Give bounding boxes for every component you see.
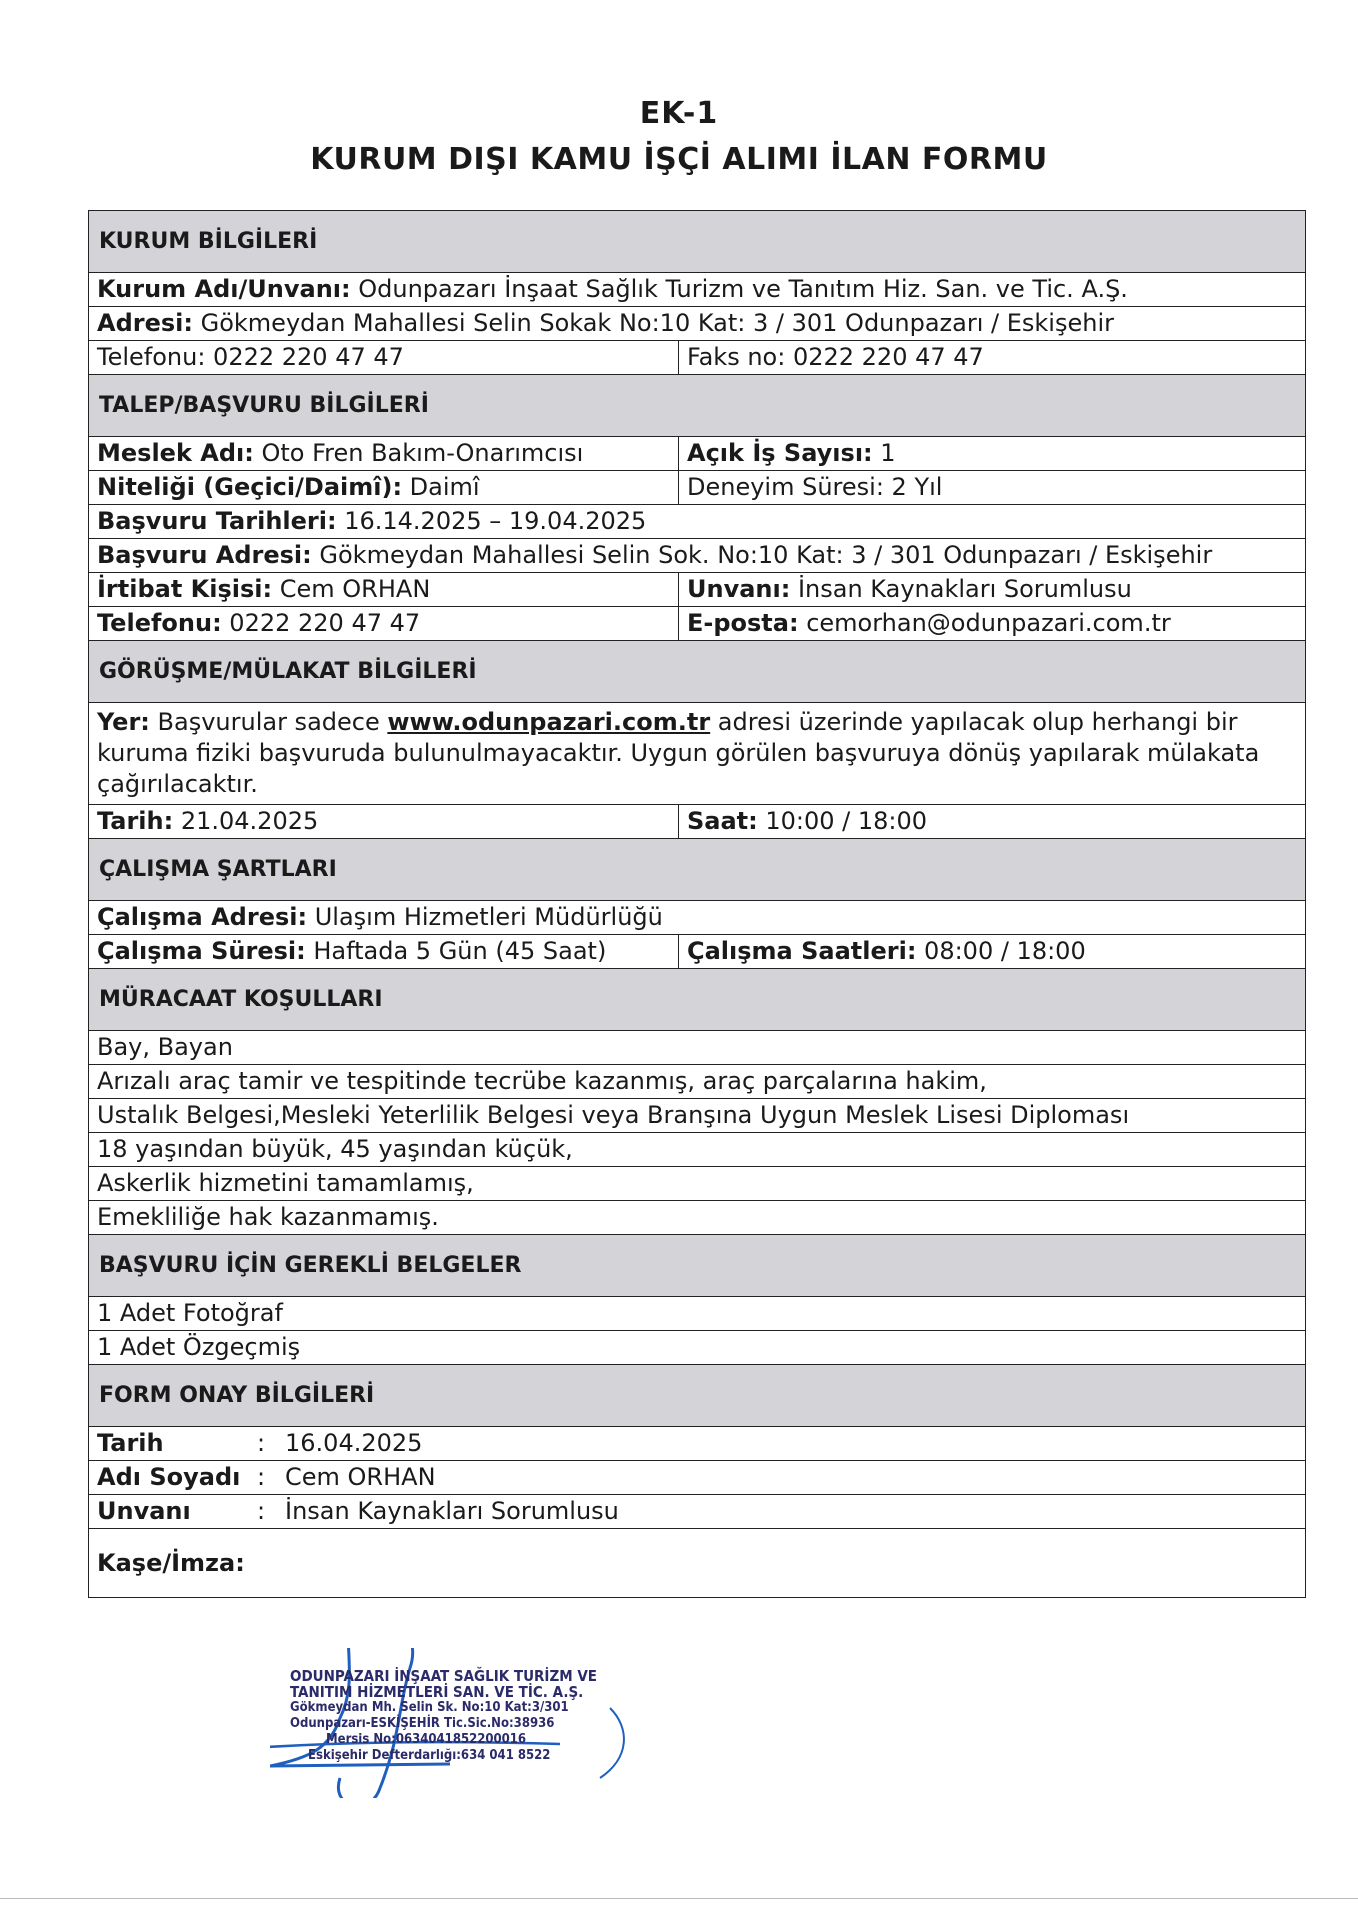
muracaat-item-4: 18 yaşından büyük, 45 yaşından küçük, bbox=[97, 1135, 573, 1163]
stamp-line: Mersis No:0634041852200016 bbox=[326, 1732, 527, 1747]
deneyim-value: Deneyim Süresi: 2 Yıl bbox=[687, 473, 943, 501]
muracaat-item-3: Ustalık Belgesi,Mesleki Yeterlilik Belgesi veya Branşına Uygun Meslek Lisesi Diploması bbox=[97, 1101, 1130, 1129]
stamp-line: TANITIM HİZMETLERİ SAN. VE TİC. A.Ş. bbox=[290, 1683, 584, 1701]
list-item bbox=[89, 1167, 1305, 1201]
colon: : bbox=[257, 1429, 266, 1457]
row-talep-iletisim bbox=[89, 607, 1305, 641]
unvan-label: Unvanı: bbox=[687, 575, 791, 603]
calisma-sure-value: Haftada 5 Gün (45 Saat) bbox=[305, 937, 607, 965]
row-kurum-adres bbox=[89, 307, 1305, 341]
mulakat-saat-value: 10:00 / 18:00 bbox=[757, 807, 928, 835]
kurum-adi-value: Odunpazarı İnşaat Sağlık Turizm ve Tanıtım Hiz. San. ve Tic. A.Ş. bbox=[350, 275, 1128, 303]
basvuru-tarih-value: 16.14.2025 – 19.04.2025 bbox=[336, 507, 647, 535]
row-meslek bbox=[89, 437, 1305, 471]
talep-telefon-value: 0222 220 47 47 bbox=[221, 609, 421, 637]
kase-imza-label: Kaşe/İmza: bbox=[97, 1549, 245, 1577]
section-kurum-heading: KURUM BİLGİLERİ bbox=[89, 211, 1305, 273]
muracaat-item-2: Arızalı araç tamir ve tespitinde tecrübe kazanmış, araç parçalarına hakim, bbox=[97, 1067, 987, 1095]
section-gorusme-heading: GÖRÜŞME/MÜLAKAT BİLGİLERİ bbox=[89, 641, 1305, 703]
row-kurum-adi bbox=[89, 273, 1305, 307]
belge-item-1: 1 Adet Fotoğraf bbox=[97, 1299, 283, 1327]
kurum-faks: Faks no: 0222 220 47 47 bbox=[687, 343, 984, 371]
onay-unvan-value: İnsan Kaynakları Sorumlusu bbox=[285, 1497, 619, 1525]
section-muracaat-heading: MÜRACAAT KOŞULLARI bbox=[89, 969, 1305, 1031]
row-yer bbox=[89, 703, 1305, 805]
yer-label: Yer: bbox=[97, 708, 150, 736]
muracaat-item-6: Emekliliğe hak kazanmamış. bbox=[97, 1203, 439, 1231]
section-onay-heading: FORM ONAY BİLGİLERİ bbox=[89, 1365, 1305, 1427]
onay-unvan-label: Unvanı bbox=[97, 1497, 191, 1525]
page-bottom-divider bbox=[0, 1898, 1358, 1899]
stamp-line: Odunpazarı-ESKİŞEHİR Tic.Sic.No:38936 bbox=[290, 1716, 555, 1731]
section-belgeler-heading: BAŞVURU İÇİN GEREKLİ BELGELER bbox=[89, 1235, 1305, 1297]
meslek-value: Oto Fren Bakım-Onarımcısı bbox=[253, 439, 584, 467]
row-irtibat bbox=[89, 573, 1305, 607]
row-basvuru-tarihleri bbox=[89, 505, 1305, 539]
row-nitelik bbox=[89, 471, 1305, 505]
onay-tarih-label: Tarih bbox=[97, 1429, 164, 1457]
calisma-sure-label: Çalışma Süresi: bbox=[97, 937, 306, 965]
mulakat-saat-label: Saat: bbox=[687, 807, 758, 835]
talep-telefon-label: Telefonu: bbox=[97, 609, 222, 637]
basvuru-adres-label: Başvuru Adresi: bbox=[97, 541, 312, 569]
onay-tarih-value: 16.04.2025 bbox=[285, 1429, 423, 1457]
form-title: KURUM DIŞI KAMU İŞÇİ ALIMI İLAN FORMU bbox=[310, 142, 1048, 177]
row-onay-ad bbox=[89, 1461, 1305, 1495]
website-link[interactable]: www.odunpazari.com.tr bbox=[387, 708, 711, 736]
row-calisma-sure bbox=[89, 935, 1305, 969]
nitelik-value: Daimî bbox=[402, 473, 480, 501]
row-mulakat-zaman bbox=[89, 805, 1305, 839]
muracaat-item-1: Bay, Bayan bbox=[97, 1033, 233, 1061]
row-onay-unvan bbox=[89, 1495, 1305, 1529]
mulakat-tarih-value: 21.04.2025 bbox=[173, 807, 319, 835]
section-calisma-heading: ÇALIŞMA ŞARTLARI bbox=[89, 839, 1305, 901]
basvuru-tarih-label: Başvuru Tarihleri: bbox=[97, 507, 337, 535]
acik-is-value: 1 bbox=[872, 439, 896, 467]
irtibat-value: Cem ORHAN bbox=[272, 575, 431, 603]
row-kurum-iletisim bbox=[89, 341, 1305, 375]
list-item bbox=[89, 1065, 1305, 1099]
colon: : bbox=[257, 1497, 266, 1525]
stamp-line: ODUNPAZARI İNŞAAT SAĞLIK TURİZM VE bbox=[290, 1667, 598, 1685]
row-kase-imza bbox=[89, 1529, 1305, 1597]
stamp-line: Gökmeydan Mh. Selin Sk. No:10 Kat:3/301 bbox=[290, 1700, 569, 1715]
form-annex-label: EK-1 bbox=[639, 96, 719, 131]
list-item bbox=[89, 1099, 1305, 1133]
eposta-label: E-posta: bbox=[687, 609, 799, 637]
row-calisma-adres bbox=[89, 901, 1305, 935]
kurum-adi-label: Kurum Adı/Unvanı: bbox=[97, 275, 351, 303]
yer-text-post: adresi üzerinde yapılacak olup herhangi bir kuruma fiziki başvuruda bulunulmayacaktır. Uygun görülen başvuruya dönüş yapılarak mülakata çağırılacaktır. bbox=[97, 708, 1260, 798]
announcement-form bbox=[88, 210, 1306, 1598]
meslek-label: Meslek Adı: bbox=[97, 439, 254, 467]
list-item bbox=[89, 1133, 1305, 1167]
row-basvuru-adresi bbox=[89, 539, 1305, 573]
section-talep-heading: TALEP/BAŞVURU BİLGİLERİ bbox=[89, 375, 1305, 437]
acik-is-label: Açık İş Sayısı: bbox=[687, 439, 873, 467]
row-onay-tarih bbox=[89, 1427, 1305, 1461]
calisma-saat-value: 08:00 / 18:00 bbox=[916, 937, 1086, 965]
company-stamp bbox=[290, 1668, 597, 1764]
calisma-adres-label: Çalışma Adresi: bbox=[97, 903, 308, 931]
list-item bbox=[89, 1201, 1305, 1235]
colon: : bbox=[257, 1463, 266, 1491]
list-item bbox=[89, 1297, 1305, 1331]
irtibat-label: İrtibat Kişisi: bbox=[97, 575, 273, 603]
kurum-adres-value: Gökmeydan Mahallesi Selin Sokak No:10 Kat: 3 / 301 Odunpazarı / Eskişehir bbox=[192, 309, 1114, 337]
yer-text-pre: Başvurular sadece bbox=[149, 708, 388, 736]
onay-ad-label: Adı Soyadı bbox=[97, 1463, 241, 1491]
list-item bbox=[89, 1031, 1305, 1065]
muracaat-item-5: Askerlik hizmetini tamamlamış, bbox=[97, 1169, 474, 1197]
list-item bbox=[89, 1331, 1305, 1365]
basvuru-adres-value: Gökmeydan Mahallesi Selin Sok. No:10 Kat: 3 / 301 Odunpazarı / Eskişehir bbox=[311, 541, 1213, 569]
calisma-adres-value: Ulaşım Hizmetleri Müdürlüğü bbox=[307, 903, 663, 931]
mulakat-tarih-label: Tarih: bbox=[97, 807, 174, 835]
belge-item-2: 1 Adet Özgeçmiş bbox=[97, 1333, 301, 1361]
stamp-line: Eskişehir Defterdarlığı:634 041 8522 bbox=[308, 1748, 551, 1763]
kurum-telefon: Telefonu: 0222 220 47 47 bbox=[89, 341, 679, 374]
calisma-saat-label: Çalışma Saatleri: bbox=[687, 937, 917, 965]
onay-ad-value: Cem ORHAN bbox=[285, 1463, 436, 1491]
kurum-adres-label: Adresi: bbox=[97, 309, 193, 337]
nitelik-label: Niteliği (Geçici/Daimî): bbox=[97, 473, 403, 501]
eposta-value: cemorhan@odunpazari.com.tr bbox=[798, 609, 1171, 637]
unvan-value: İnsan Kaynakları Sorumlusu bbox=[790, 575, 1132, 603]
